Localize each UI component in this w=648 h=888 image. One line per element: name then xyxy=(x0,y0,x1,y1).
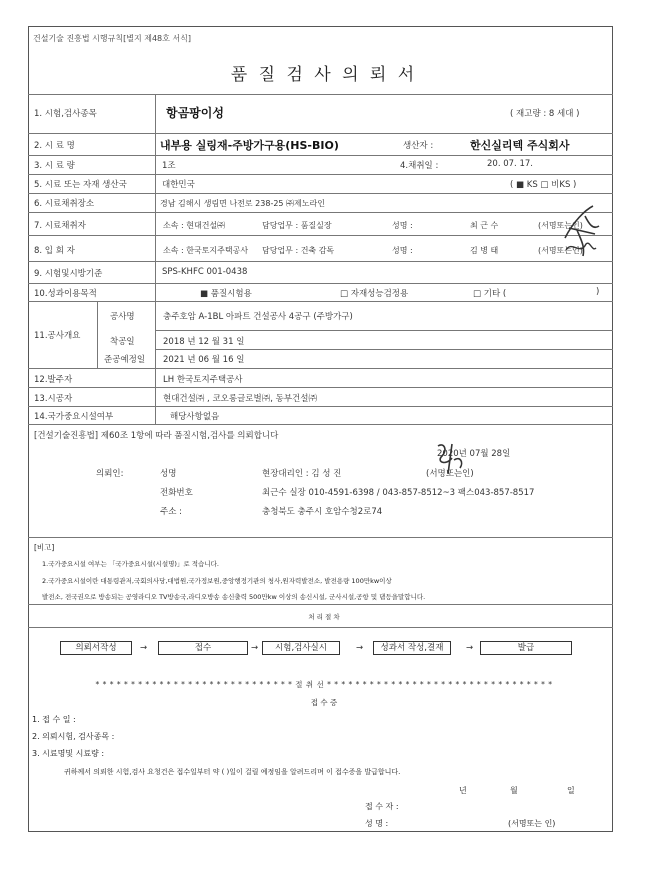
witness-sign-label: (서명또는인) xyxy=(538,246,583,255)
standard-value: SPS-KHFC 001-0438 xyxy=(162,267,248,277)
requester-signature xyxy=(424,436,474,480)
receipt-date-line: 1. 접 수 일 : xyxy=(32,715,76,724)
sampler-affil: 소속 : 현대건설㈜ xyxy=(163,221,226,230)
receiver-label: 접 수 자 : xyxy=(365,802,399,811)
sampler-name-label: 성명 : xyxy=(392,221,413,230)
standard-label: 9. 시험및시방기준 xyxy=(34,269,103,279)
process-step-receipt: 접수 xyxy=(158,641,248,655)
completion-date-value: 2021 년 06 월 16 일 xyxy=(163,355,245,365)
receipt-item-line: 2. 의뢰시험, 검사종목 : xyxy=(32,732,115,741)
witness-name: 김 병 태 xyxy=(470,246,499,255)
start-date-value: 2018 년 12 월 31 일 xyxy=(163,337,245,347)
divider xyxy=(28,387,613,388)
arrow-icon: → xyxy=(140,643,148,653)
arrow-icon: → xyxy=(251,643,259,653)
contractor-label: 13.시공자 xyxy=(34,394,73,404)
national-facility-value: 해당사항없음 xyxy=(170,412,220,422)
witness-name-label: 성명 : xyxy=(392,246,413,255)
divider xyxy=(28,368,613,369)
divider xyxy=(28,537,613,538)
witness-duty: 담당업무 : 건축 감독 xyxy=(262,246,335,255)
sample-name-value: 내부용 실링재-주방가구용(HS-BIO) xyxy=(160,139,339,152)
stock-note: ( 재고량 : 8 세대 ) xyxy=(510,109,580,119)
start-date-label: 착공일 xyxy=(110,337,135,347)
purpose-performance-test[interactable]: □ 자재성능검정용 xyxy=(340,289,409,299)
test-item-value: 항곰팡이성 xyxy=(166,106,224,120)
divider xyxy=(28,283,613,284)
address-value: 충청북도 충주시 호암수청2로74 xyxy=(262,507,383,517)
receiver-sign-label: (서명또는 인) xyxy=(508,819,556,828)
receipt-day: 일 xyxy=(567,786,575,795)
process-heading: 처 리 절 차 xyxy=(308,613,340,621)
contractor-value: 현대건설㈜ , 코오롱글로벌㈜, 동부건설㈜ xyxy=(163,394,317,404)
sampler-duty: 담당업무 : 품질실장 xyxy=(262,221,332,230)
column-divider xyxy=(155,94,156,424)
orderer-label: 12.발주자 xyxy=(34,375,73,385)
divider xyxy=(28,235,613,236)
sample-name-label: 2. 시 료 명 xyxy=(34,141,75,151)
sampling-place-label: 6. 시료채취장소 xyxy=(34,199,95,209)
note-1: 1.국가중요시설 여부는 「국가중요시설(시설명)」로 적습니다. xyxy=(42,560,219,568)
purpose-label: 10.성과이용목적 xyxy=(34,289,97,299)
column-divider xyxy=(97,301,98,368)
completion-date-label: 준공예정일 xyxy=(104,355,146,365)
sampling-date-label: 4.채취일 : xyxy=(400,161,439,171)
sampler-name: 최 근 수 xyxy=(470,221,499,230)
project-name-label: 공사명 xyxy=(110,312,135,322)
arrow-icon: → xyxy=(356,643,364,653)
ks-cert: ( ■ KS □ 비KS ) xyxy=(510,180,577,190)
page-title: 품 질 검 사 의 뢰 서 xyxy=(230,65,418,85)
arrow-icon: → xyxy=(466,643,474,653)
divider xyxy=(28,261,613,262)
phone-key: 전화번호 xyxy=(160,488,193,498)
sample-qty-value: 1조 xyxy=(162,161,176,171)
purpose-quality-test[interactable]: ■ 품질시험용 xyxy=(200,289,252,299)
cut-line: * * * * * * * * * * * * * * * * * * * * * * * * * * * * 절 취 선 * * * * * * * * * * * * * * * * * * * * * * * * * * * * * * * * xyxy=(95,680,553,689)
purpose-other-close: ) xyxy=(596,287,600,297)
sampler-label: 7. 시료채취자 xyxy=(34,221,86,231)
sample-qty-label: 3. 시 료 량 xyxy=(34,161,75,171)
maker-value: 한신실리텍 주식회사 xyxy=(470,139,570,152)
process-step-report: 성과서 작성,결재 xyxy=(373,641,451,655)
address-key: 주소 : xyxy=(160,507,182,517)
notes-heading: [비고] xyxy=(34,543,55,552)
sampling-place-value: 경남 김해시 생림면 나전로 238-25 ㈜제노라인 xyxy=(160,199,325,208)
divider xyxy=(28,424,613,425)
request-statement: [건설기술진흥법] 제60조 1항에 따라 품질시험,검사를 의뢰합니다 xyxy=(34,431,279,441)
test-item-label: 1. 시험,검사종목 xyxy=(34,109,97,119)
maker-label: 생산자 : xyxy=(403,141,434,151)
receipt-text: 귀하께서 의뢰한 시험,검사 요청건은 접수일부터 약 ( )일이 걸릴 예정임을 알려드리며 이 접수증을 발급합니다. xyxy=(64,768,401,776)
divider xyxy=(155,349,613,350)
receipt-title: 접 수 증 xyxy=(310,698,338,707)
divider xyxy=(28,301,613,302)
sampler-sign-label: (서명또는인) xyxy=(538,221,583,230)
receipt-year: 년 xyxy=(459,786,467,795)
requester-name-key: 성명 xyxy=(160,469,177,479)
witness-label: 8. 입 회 자 xyxy=(34,246,75,256)
witness-signature xyxy=(560,236,600,262)
witness-affil: 소속 : 한국토지주택공사 xyxy=(163,246,249,255)
origin-label: 5. 시료 또는 자재 생산국 xyxy=(34,180,127,190)
sampling-date-value: 20. 07. 17. xyxy=(487,159,533,169)
process-step-test: 시험,검사실시 xyxy=(262,641,340,655)
requester-name: 현장대리인 : 김 성 진 xyxy=(262,469,342,479)
note-3: 발전소, 전국권으로 방송되는 공영라디오 TV방송국,라디오방송 송신출력 500만kw 이상의 송신시설, 군사시설,공항 및 댐등을말합니다. xyxy=(42,593,426,601)
divider xyxy=(28,212,613,213)
divider xyxy=(28,604,613,605)
requester-label: 의뢰인: xyxy=(96,469,124,479)
divider xyxy=(28,406,613,407)
purpose-other[interactable]: □ 기타 ( xyxy=(473,289,507,299)
divider xyxy=(28,155,613,156)
divider xyxy=(28,193,613,194)
project-overview-label: 11.공사개요 xyxy=(34,331,81,341)
phone-value: 최근수 실장 010-4591-6398 / 043-857-8512~3 팩스043-857-8517 xyxy=(262,488,535,498)
divider xyxy=(28,174,613,175)
requester-sign-label: (서명또는인) xyxy=(426,469,474,479)
divider xyxy=(28,94,613,95)
divider xyxy=(155,330,613,331)
receipt-sample-line: 3. 시료명및 시료량 : xyxy=(32,749,105,758)
process-step-issue: 발급 xyxy=(480,641,572,655)
form-header: 건설기술 진흥법 시행규칙[별지 제48호 서식] xyxy=(33,34,191,43)
receiver-name-label: 성 명 : xyxy=(365,819,389,828)
divider xyxy=(28,627,613,628)
divider xyxy=(28,133,613,134)
orderer-value: LH 한국토지주택공사 xyxy=(163,375,243,385)
receipt-month: 월 xyxy=(510,786,518,795)
note-2: 2.국가중요시설이란 대통령관저,국회의사당,대법원,국가정보원,중앙행정기관의 청사,원자력발전소, 발전용량 100만kw이상 xyxy=(42,577,392,585)
request-date: 2020년 07월 28일 xyxy=(437,449,511,459)
origin-value: 대한민국 xyxy=(162,180,195,190)
project-name-value: 충주호암 A-1BL 아파트 건설공사 4공구 (주방가구) xyxy=(163,312,353,322)
national-facility-label: 14.국가중요시설여부 xyxy=(34,412,114,422)
process-step-request: 의뢰서작성 xyxy=(60,641,132,655)
